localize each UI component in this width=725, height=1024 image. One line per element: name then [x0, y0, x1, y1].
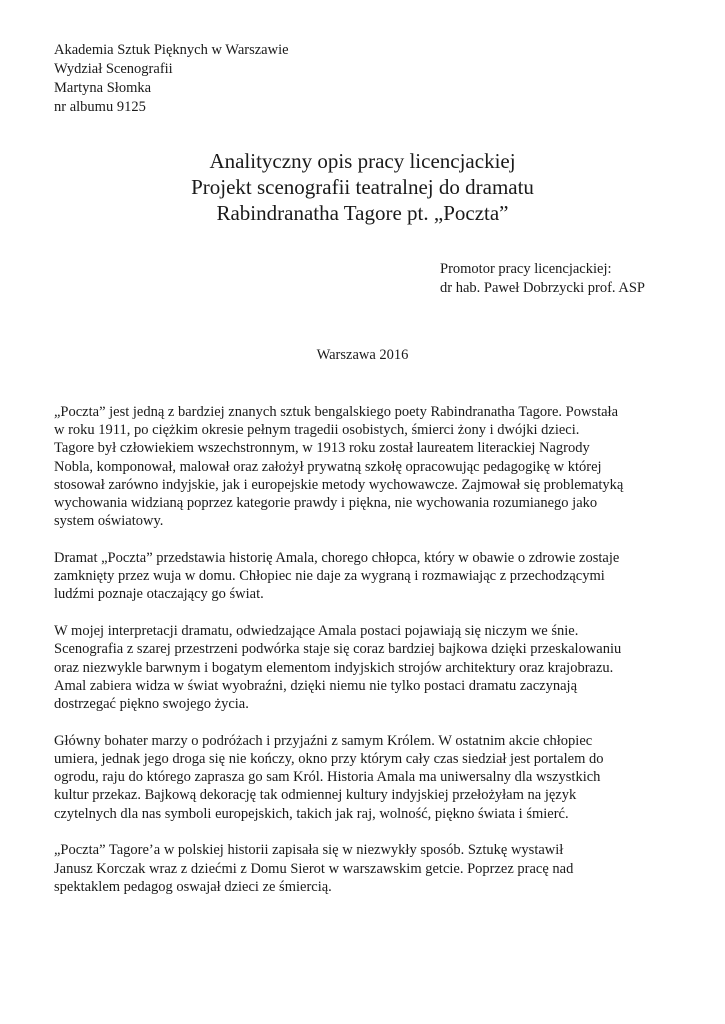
- paragraph-line: w roku 1911, po ciężkim okresie pełnym tragedii osobistych, śmierci żony i dwójki dzieci.: [54, 422, 580, 439]
- paragraph-line: Główny bohater marzy o podróżach i przyjaźni z samym Królem. W ostatnim akcie chłopiec: [54, 732, 593, 749]
- paragraph-line: system oświatowy.: [54, 513, 164, 530]
- faculty: Wydział Scenografii: [54, 61, 173, 77]
- album-number: nr albumu 9125: [54, 99, 146, 115]
- paragraph-line: ludźmi poznaje otaczający go świat.: [54, 586, 264, 603]
- paragraph-line: W mojej interpretacji dramatu, odwiedzające Amala postaci pojawiają się niczym we śnie.: [54, 623, 579, 640]
- institution: Akademia Sztuk Pięknych w Warszawie: [54, 42, 289, 58]
- paragraph-line: Amal zabiera widza w świat wyobraźni, dzięki niemu nie tylko postaci dramatu zaczynają: [54, 677, 578, 694]
- paragraph-line: stosował zarówno indyjskie, jak i europejskie metody wychowawcze. Zajmował się problematyką: [54, 476, 624, 493]
- paragraph-line: ogrodu, raju do którego zaprasza go sam Król. Historia Amala ma uniwersalny dla wszystkich: [54, 769, 601, 786]
- body-text: [54, 403, 674, 915]
- paragraph-line: Nobla, komponował, malował oraz założył prywatną szkołę opracowując pedagogikę w której: [54, 458, 602, 475]
- title-line: Rabindranatha Tagore pt. „Poczta”: [216, 201, 509, 225]
- place-date: Warszawa 2016: [316, 347, 409, 363]
- paragraph: [54, 732, 674, 823]
- paragraph-line: kultur przekaz. Bajkową dekorację tak odmiennej kultury indyjskiej przełożyłam na język: [54, 787, 577, 804]
- paragraph-line: umiera, jednak jego droga się nie kończy, okno przy którym cały czas siedział jest portalem do: [54, 751, 604, 768]
- title-line: Analityczny opis pracy licencjackiej: [209, 149, 516, 173]
- author-name: Martyna Słomka: [54, 80, 152, 96]
- title-line: Projekt scenografii teatralnej do dramatu: [191, 175, 534, 199]
- paragraph-line: Janusz Korczak wraz z dziećmi z Domu Sierot w warszawskim getcie. Poprzez pracę nad: [54, 860, 574, 877]
- paragraph-line: spektaklem pedagog oswajał dzieci ze śmiercią.: [54, 878, 332, 895]
- paragraph-line: „Poczta” Tagore’a w polskiej historii zapisała się w niezwykły sposób. Sztukę wystawił: [54, 842, 564, 859]
- promotor-info: [440, 260, 645, 298]
- paragraph-line: oraz niezwykle barwnym i bogatym elementom indyjskich strojów architektury oraz krajobrazu.: [54, 659, 614, 676]
- paragraph-line: dostrzegać piękno swojego życia.: [54, 696, 249, 713]
- paragraph-line: czytelnych dla nas symboli europejskich, takich jak raj, wolność, piękno świata i śmierć.: [54, 805, 569, 822]
- paragraph: [54, 841, 674, 896]
- promotor-label: Promotor pracy licencjackiej:: [440, 261, 612, 277]
- promotor-name: dr hab. Paweł Dobrzycki prof. ASP: [440, 280, 645, 296]
- document-title: [0, 148, 725, 226]
- paragraph-line: Scenografia z szarej przestrzeni podwórka staje się coraz bardziej bajkowa dzięki przeskalowaniu: [54, 641, 622, 658]
- paragraph-line: Dramat „Poczta” przedstawia historię Amala, chorego chłopca, który w obawie o zdrowie zostaje: [54, 550, 620, 567]
- paragraph: [54, 549, 674, 604]
- paragraph-line: wychowania widzianą poprzez kategorie prawdy i piękna, nie wychowania rozumianego jako: [54, 495, 598, 512]
- paragraph: [54, 403, 674, 530]
- author-info: [54, 41, 289, 117]
- paragraph-line: zamknięty przez wuja w domu. Chłopiec nie daje za wygraną i rozmawiając z przechodzącymi: [54, 568, 605, 585]
- paragraph: [54, 622, 674, 713]
- paragraph-line: „Poczta” jest jedną z bardziej znanych sztuk bengalskiego poety Rabindranatha Tagore. Powstała: [54, 404, 619, 420]
- paragraph-line: Tagore był człowiekiem wszechstronnym, w 1913 roku został laureatem literackiej Nagrody: [54, 440, 590, 457]
